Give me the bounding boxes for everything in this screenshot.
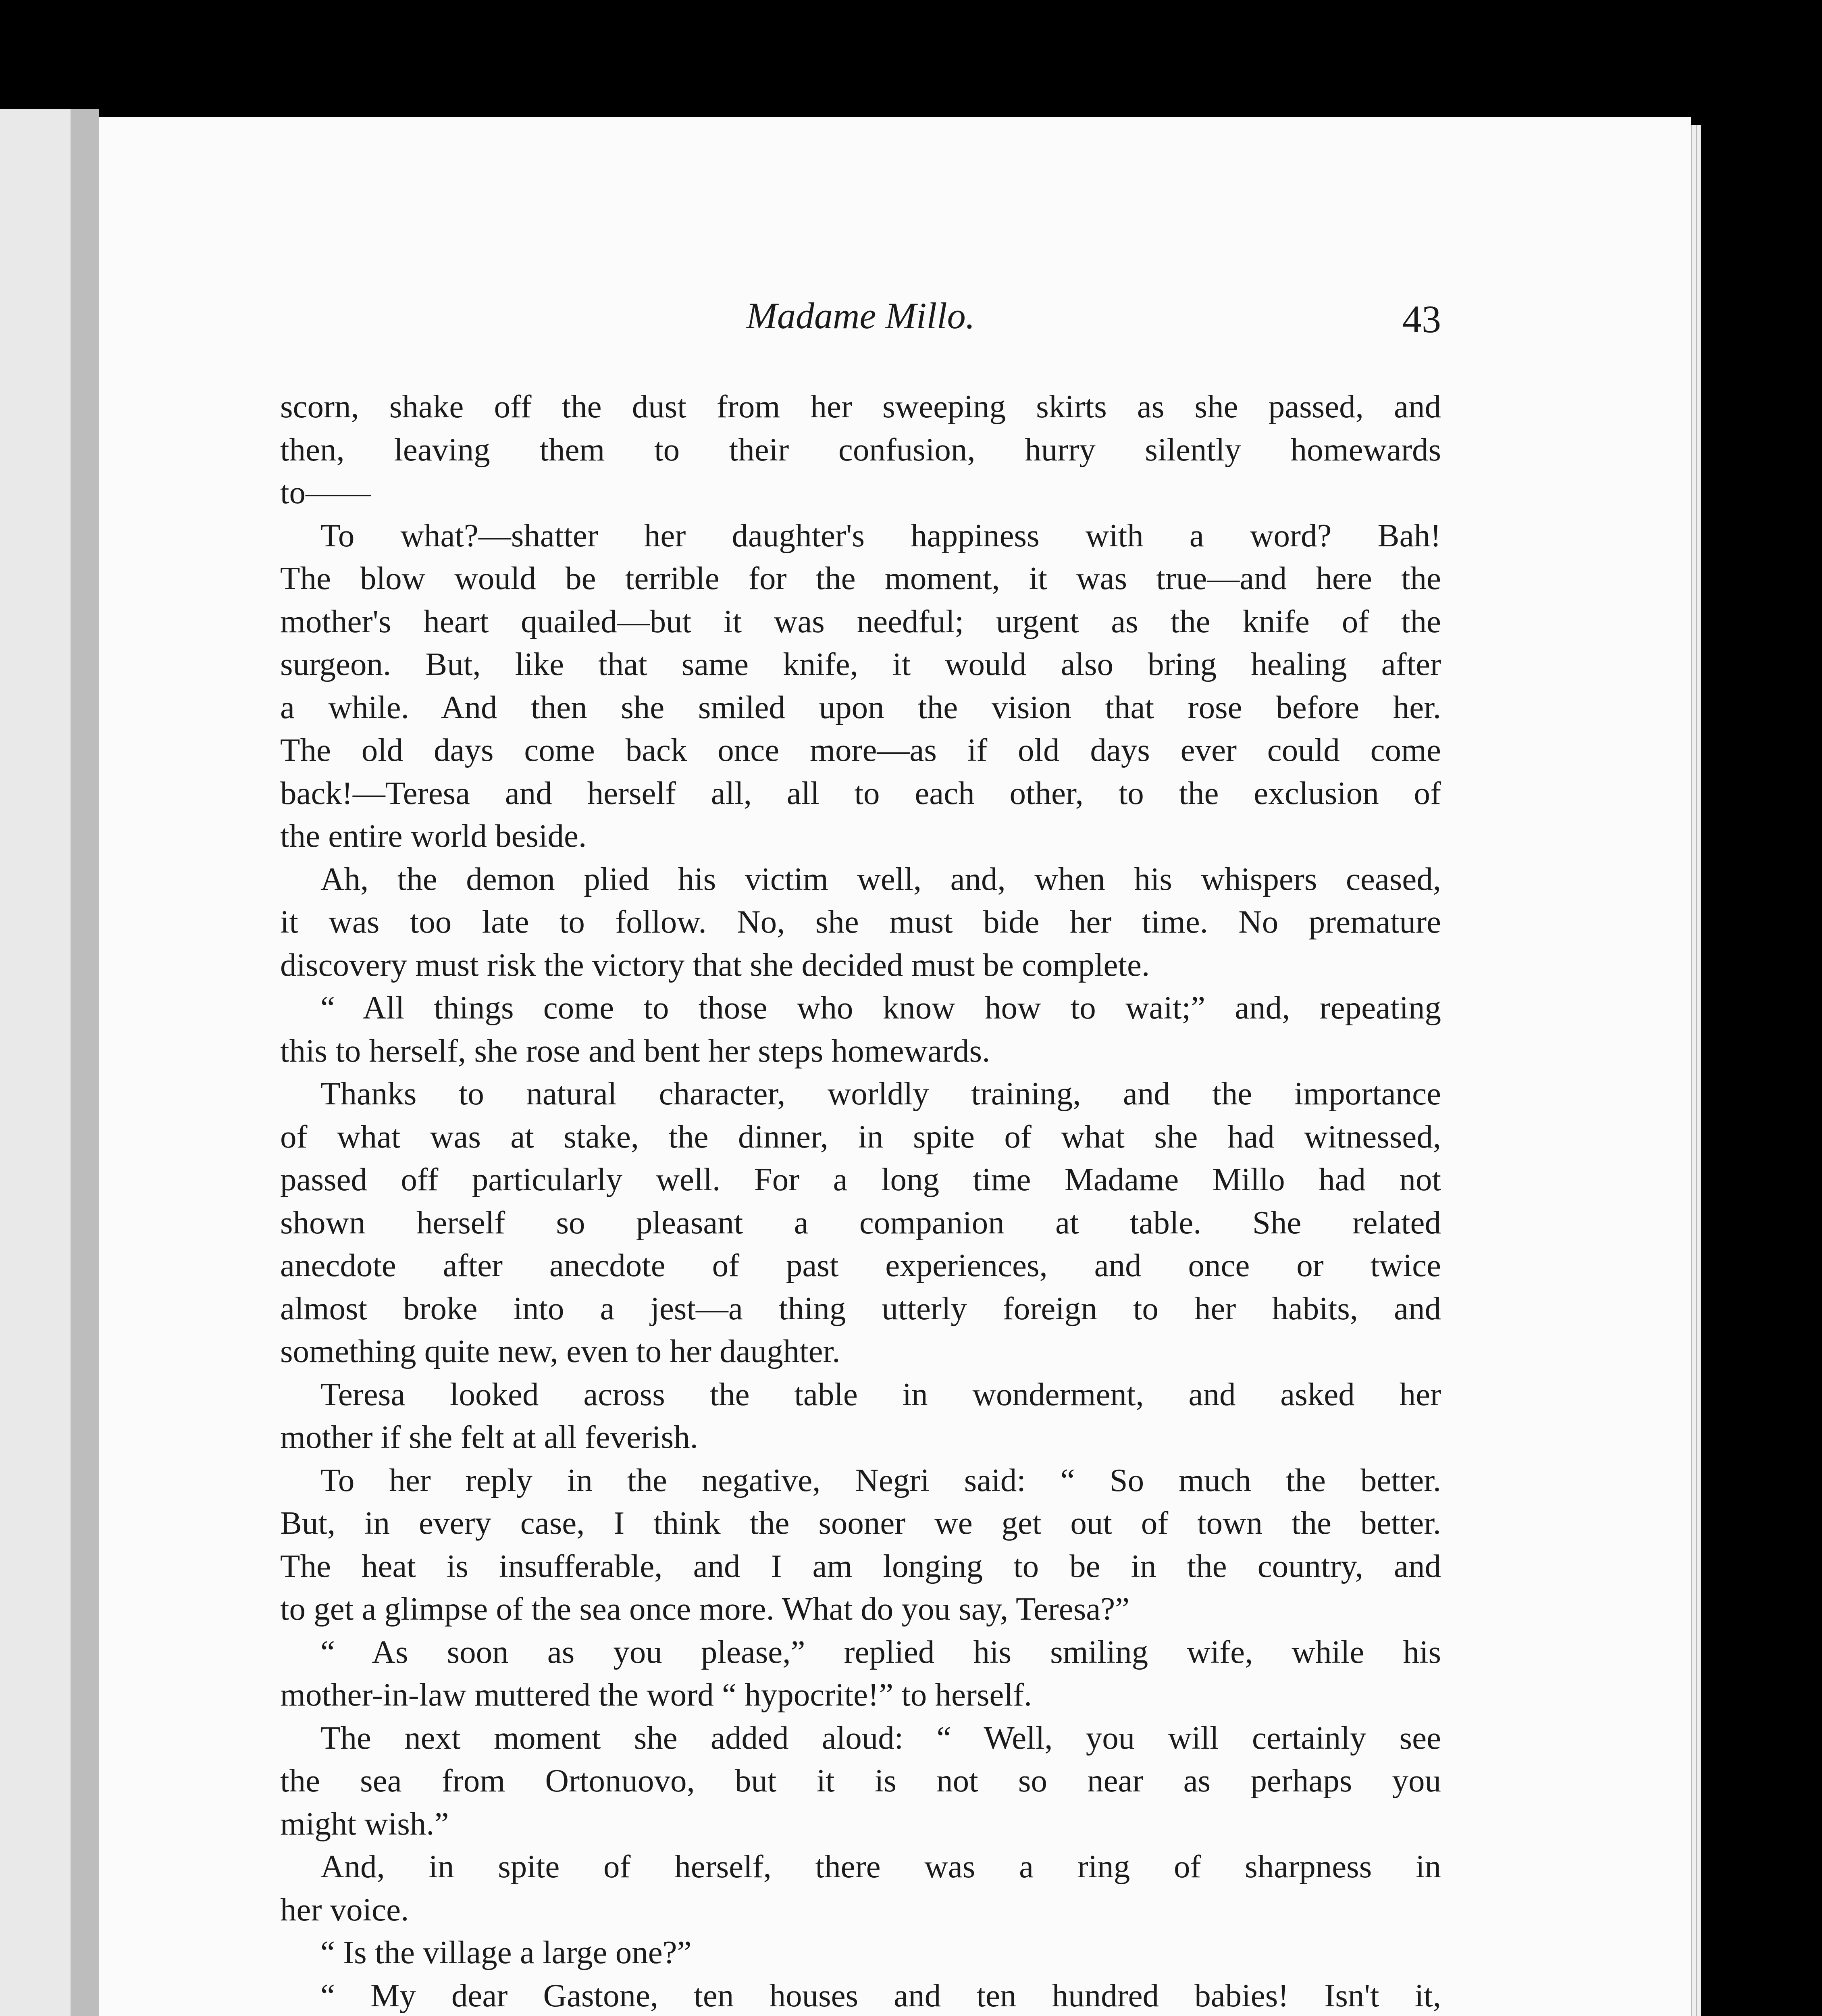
text-line: shown herself so pleasant a companion at table. She related [280, 1204, 1441, 1241]
page-header [280, 294, 1441, 355]
text-line: might wish.” [280, 1805, 449, 1842]
text-line: “ My dear Gastone, ten houses and ten hundred babies! Isn't it, [320, 1977, 1441, 2014]
text-line: the sea from Ortonuovo, but it is not so near as perhaps you [280, 1762, 1441, 1799]
text-line: Thanks to natural character, worldly training, and the importance [320, 1075, 1441, 1112]
text-line: Ah, the demon plied his victim well, and, when his whispers ceased, [320, 860, 1441, 897]
page-number: 43 [1402, 298, 1441, 341]
text-line: mother if she felt at all feverish. [280, 1419, 698, 1455]
left-page-edge [0, 109, 71, 2016]
text-line: The heat is insufferable, and I am longing to be in the country, and [280, 1547, 1441, 1584]
running-head: Madame Millo. [746, 295, 975, 336]
text-line: And, in spite of herself, there was a ring of sharpness in [320, 1848, 1441, 1885]
body-text [280, 385, 1441, 2016]
text-line: passed off particularly well. For a long time Madame Millo had not [280, 1161, 1441, 1198]
text-line: But, in every case, I think the sooner we get out of town the better. [280, 1505, 1441, 1541]
text-line: discovery must risk the victory that she decided must be complete. [280, 946, 1150, 983]
text-line: a while. And then she smiled upon the vision that rose before her. [280, 689, 1441, 725]
text-line: almost broke into a jest—a thing utterly foreign to her habits, and [280, 1290, 1441, 1327]
text-line: Teresa looked across the table in wonderment, and asked her [320, 1376, 1441, 1412]
text-line: To her reply in the negative, Negri said: “ So much the better. [320, 1462, 1441, 1498]
text-line: this to herself, she rose and bent her steps homewards. [280, 1032, 990, 1069]
text-line: something quite new, even to her daughter. [280, 1333, 840, 1369]
text-line: The next moment she added aloud: “ Well, you will certainly see [320, 1719, 1441, 1756]
text-line: “ As soon as you please,” replied his smiling wife, while his [320, 1633, 1441, 1670]
text-line: it was too late to follow. No, she must bide her time. No premature [280, 904, 1441, 940]
text-line: of what was at stake, the dinner, in spite of what she had witnessed, [280, 1118, 1441, 1155]
text-line: surgeon. But, like that same knife, it would also bring healing after [280, 646, 1441, 682]
text-line: mother's heart quailed—but it was needful; urgent as the knife of the [280, 603, 1441, 639]
text-line: to—— [280, 474, 371, 510]
text-line: to get a glimpse of the sea once more. What do you say, Teresa?” [280, 1591, 1130, 1627]
text-line: mother-in-law muttered the word “ hypocrite!” to herself. [280, 1677, 1032, 1713]
text-line: then, leaving them to their confusion, hurry silently homewards [280, 431, 1441, 468]
text-line: the entire world beside. [280, 818, 587, 854]
text-line: her voice. [280, 1891, 409, 1928]
text-line: scorn, shake off the dust from her sweeping skirts as she passed, and [280, 388, 1441, 425]
text-line: anecdote after anecdote of past experiences, and once or twice [280, 1247, 1441, 1283]
text-line: To what?—shatter her daughter's happiness with a word? Bah! [320, 517, 1441, 554]
book-gutter [71, 109, 99, 2016]
text-line: back!—Teresa and herself all, all to each other, to the exclusion of [280, 775, 1441, 811]
text-line: “ All things come to those who know how to wait;” and, repeating [320, 989, 1441, 1026]
text-line: “ Is the village a large one?” [320, 1934, 692, 1970]
text-line: The blow would be terrible for the moment, it was true—and here the [280, 560, 1441, 596]
text-line: The old days come back once more—as if old days ever could come [280, 732, 1441, 768]
